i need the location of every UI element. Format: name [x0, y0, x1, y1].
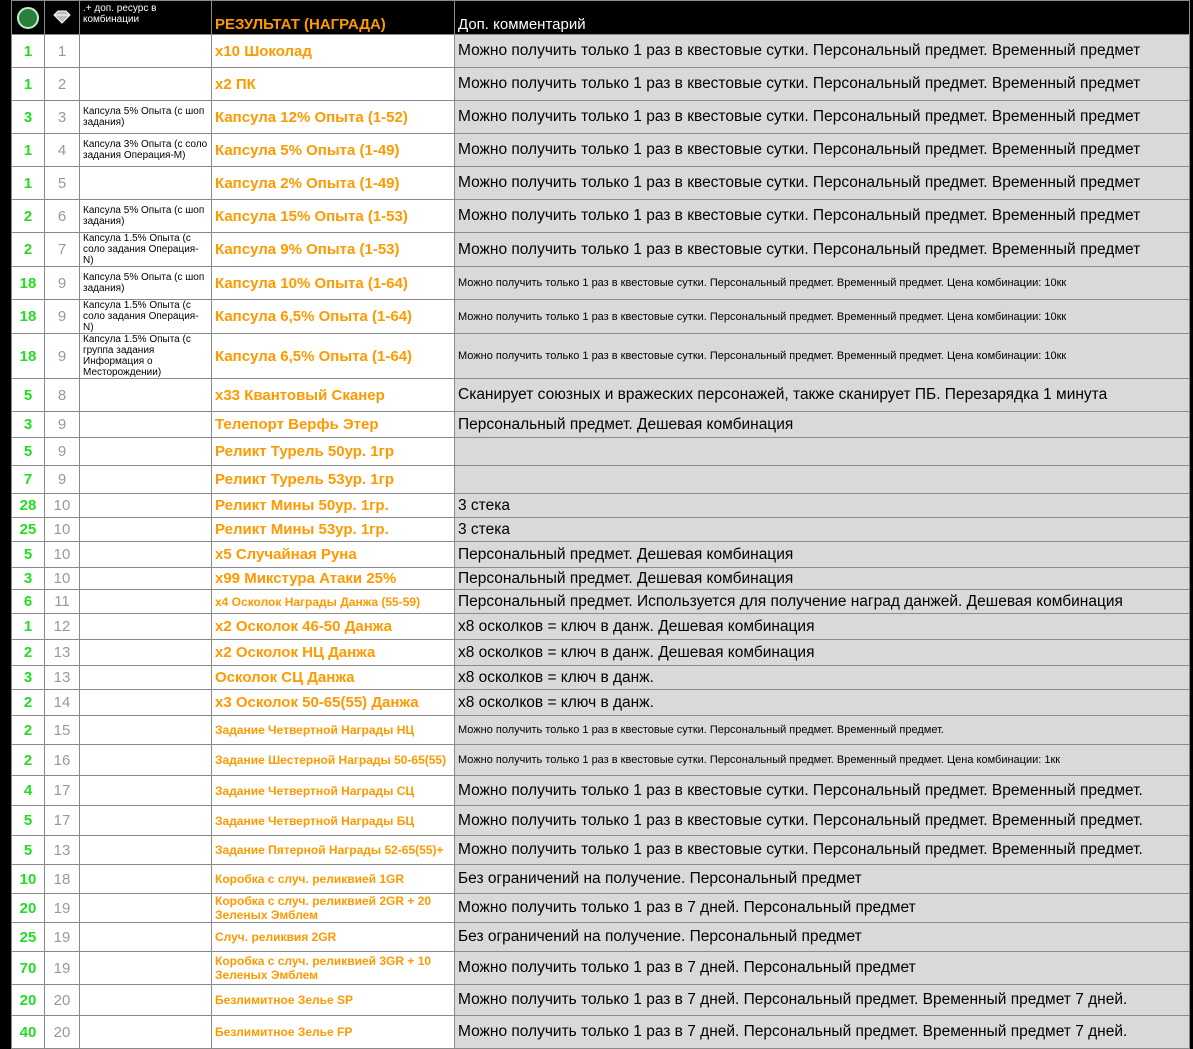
extra-resource-cell — [80, 568, 212, 590]
crystal-icon — [52, 10, 72, 24]
reward-cell: x5 Случайная Руна — [212, 542, 455, 568]
reward-cell: Реликт Турель 53ур. 1гр — [212, 466, 455, 494]
price-cell: 5 — [12, 379, 45, 412]
table-row — [12, 923, 1190, 952]
reward-cell: Реликт Турель 50ур. 1гр — [212, 438, 455, 466]
reward-cell: x2 Осколок 46-50 Данжа — [212, 614, 455, 640]
table-row — [12, 776, 1190, 806]
level-cell: 3 — [45, 101, 80, 134]
extra-resource-cell — [80, 806, 212, 836]
price-cell: 1 — [12, 614, 45, 640]
level-cell: 1 — [45, 35, 80, 68]
extra-resource-cell — [80, 1016, 212, 1049]
reward-cell: Капсула 12% Опыта (1-52) — [212, 101, 455, 134]
comment-cell: Персональный предмет. Дешевая комбинация — [455, 542, 1190, 568]
level-cell: 2 — [45, 68, 80, 101]
comment-cell: Персональный предмет. Дешевая комбинация — [455, 412, 1190, 438]
comment-cell: Можно получить только 1 раз в квестовые сутки. Персональный предмет. Временный предмет — [455, 167, 1190, 200]
level-cell: 19 — [45, 923, 80, 952]
reward-cell: Капсула 6,5% Опыта (1-64) — [212, 334, 455, 379]
comment-cell: Можно получить только 1 раз в квестовые сутки. Персональный предмет. Временный предмет. Цена комбинации: 10кк — [455, 334, 1190, 379]
price-cell: 25 — [12, 923, 45, 952]
level-cell: 9 — [45, 267, 80, 300]
level-cell: 10 — [45, 518, 80, 542]
level-cell: 19 — [45, 952, 80, 985]
extra-resource-cell — [80, 379, 212, 412]
price-cell: 2 — [12, 690, 45, 716]
table-row — [12, 640, 1190, 666]
price-cell: 1 — [12, 68, 45, 101]
price-cell: 7 — [12, 466, 45, 494]
header-row — [12, 1, 1190, 35]
reward-cell: Телепорт Верфь Этер — [212, 412, 455, 438]
price-cell: 18 — [12, 334, 45, 379]
price-cell: 18 — [12, 300, 45, 334]
level-cell: 5 — [45, 167, 80, 200]
reward-cell: Капсула 9% Опыта (1-53) — [212, 233, 455, 267]
price-cell: 1 — [12, 134, 45, 167]
reward-cell: Капсула 10% Опыта (1-64) — [212, 267, 455, 300]
extra-resource-cell — [80, 438, 212, 466]
reward-cell: Коробка с случ. реликвией 1GR — [212, 865, 455, 894]
price-cell: 70 — [12, 952, 45, 985]
price-cell: 1 — [12, 35, 45, 68]
price-cell: 3 — [12, 666, 45, 690]
price-cell: 5 — [12, 806, 45, 836]
price-cell: 28 — [12, 494, 45, 518]
table-row — [12, 200, 1190, 233]
reward-cell: Коробка с случ. реликвией 3GR + 10 Зеленых Эмблем — [212, 952, 455, 985]
price-cell: 5 — [12, 836, 45, 865]
header-extra-resource: .+ доп. ресурс в комбинации — [80, 1, 212, 35]
extra-resource-cell — [80, 666, 212, 690]
table-row — [12, 518, 1190, 542]
price-cell: 2 — [12, 640, 45, 666]
reward-cell: Безлимитное Зелье SP — [212, 985, 455, 1016]
cash-icon — [17, 7, 39, 29]
level-cell: 9 — [45, 412, 80, 438]
table-row — [12, 35, 1190, 68]
comment-cell: 3 стека — [455, 494, 1190, 518]
extra-resource-cell: Капсула 1.5% Опыта (с группа задания Информация о Месторождении) — [80, 334, 212, 379]
reward-cell: Коробка с случ. реликвией 2GR + 20 Зеленых Эмблем — [212, 894, 455, 923]
reward-cell: x99 Микстура Атаки 25% — [212, 568, 455, 590]
level-cell: 9 — [45, 334, 80, 379]
extra-resource-cell: Капсула 1.5% Опыта (с соло задания Операция-N) — [80, 300, 212, 334]
level-cell: 6 — [45, 200, 80, 233]
comment-cell: Можно получить только 1 раз в квестовые сутки. Персональный предмет. Временный предмет. — [455, 836, 1190, 865]
price-cell: 3 — [12, 412, 45, 438]
reward-cell: Капсула 15% Опыта (1-53) — [212, 200, 455, 233]
level-cell: 10 — [45, 494, 80, 518]
price-cell: 3 — [12, 568, 45, 590]
comment-cell: Можно получить только 1 раз в квестовые сутки. Персональный предмет. Временный предмет. — [455, 716, 1190, 745]
level-cell: 9 — [45, 300, 80, 334]
extra-resource-cell — [80, 494, 212, 518]
reward-cell: Безлимитное Зелье FP — [212, 1016, 455, 1049]
extra-resource-cell — [80, 68, 212, 101]
table-row — [12, 233, 1190, 267]
level-cell: 12 — [45, 614, 80, 640]
table-row — [12, 167, 1190, 200]
comment-cell: Можно получить только 1 раз в квестовые сутки. Персональный предмет. Временный предмет — [455, 233, 1190, 267]
table-row — [12, 334, 1190, 379]
table-row — [12, 614, 1190, 640]
price-cell: 25 — [12, 518, 45, 542]
reward-cell: x2 ПК — [212, 68, 455, 101]
comment-cell: Можно получить только 1 раз в квестовые сутки. Персональный предмет. Временный предмет. — [455, 806, 1190, 836]
level-cell: 4 — [45, 134, 80, 167]
level-cell: 18 — [45, 865, 80, 894]
table-row — [12, 379, 1190, 412]
price-cell: 2 — [12, 745, 45, 776]
level-cell: 8 — [45, 379, 80, 412]
reward-cell: Задание Пятерной Награды 52-65(55)+ — [212, 836, 455, 865]
reward-cell: x33 Квантовый Сканер — [212, 379, 455, 412]
extra-resource-cell — [80, 167, 212, 200]
comment-cell: x8 осколков = ключ в данж. Дешевая комбинация — [455, 614, 1190, 640]
extra-resource-cell — [80, 690, 212, 716]
table-row — [12, 494, 1190, 518]
reward-cell: Задание Четвертной Награды БЦ — [212, 806, 455, 836]
comment-cell — [455, 438, 1190, 466]
level-cell: 19 — [45, 894, 80, 923]
comment-cell: Персональный предмет. Дешевая комбинация — [455, 568, 1190, 590]
table-row — [12, 412, 1190, 438]
table-row — [12, 1016, 1190, 1049]
reward-cell: Задание Шестерной Награды 50-65(55) — [212, 745, 455, 776]
extra-resource-cell — [80, 542, 212, 568]
level-cell: 9 — [45, 466, 80, 494]
header-comment: Доп. комментарий — [455, 1, 1190, 35]
extra-resource-cell: Капсула 5% Опыта (с шоп задания) — [80, 200, 212, 233]
price-cell: 40 — [12, 1016, 45, 1049]
price-cell: 5 — [12, 542, 45, 568]
extra-resource-cell — [80, 894, 212, 923]
price-cell: 18 — [12, 267, 45, 300]
reward-cell: x3 Осколок 50-65(55) Данжа — [212, 690, 455, 716]
extra-resource-cell — [80, 590, 212, 614]
extra-resource-cell: Капсула 5% Опыта (с шоп задания) — [80, 267, 212, 300]
extra-resource-cell: Капсула 1.5% Опыта (с соло задания Операция-N) — [80, 233, 212, 267]
level-cell: 15 — [45, 716, 80, 745]
price-cell: 6 — [12, 590, 45, 614]
reward-cell: Реликт Мины 50ур. 1гр. — [212, 494, 455, 518]
extra-resource-cell: Капсула 3% Опыта (с соло задания Операция-М) — [80, 134, 212, 167]
level-cell: 16 — [45, 745, 80, 776]
level-cell: 17 — [45, 776, 80, 806]
table-row — [12, 267, 1190, 300]
table-row — [12, 542, 1190, 568]
table-row — [12, 666, 1190, 690]
header-crystal — [45, 1, 80, 35]
level-cell: 13 — [45, 640, 80, 666]
level-cell: 13 — [45, 666, 80, 690]
rewards-table — [11, 0, 1190, 1049]
level-cell: 20 — [45, 985, 80, 1016]
header-cash — [12, 1, 45, 35]
extra-resource-cell — [80, 952, 212, 985]
table-row — [12, 466, 1190, 494]
table-row — [12, 985, 1190, 1016]
reward-cell: x10 Шоколад — [212, 35, 455, 68]
price-cell: 10 — [12, 865, 45, 894]
table-row — [12, 690, 1190, 716]
table-row — [12, 101, 1190, 134]
reward-cell: Капсула 5% Опыта (1-49) — [212, 134, 455, 167]
table-row — [12, 68, 1190, 101]
table-row — [12, 716, 1190, 745]
comment-cell: 3 стека — [455, 518, 1190, 542]
extra-resource-cell — [80, 716, 212, 745]
extra-resource-cell — [80, 985, 212, 1016]
comment-cell: Можно получить только 1 раз в квестовые сутки. Персональный предмет. Временный предмет. Цена комбинации: 10кк — [455, 300, 1190, 334]
price-cell: 20 — [12, 985, 45, 1016]
extra-resource-cell — [80, 466, 212, 494]
level-cell: 14 — [45, 690, 80, 716]
table-row — [12, 806, 1190, 836]
comment-cell: Сканирует союзных и вражеских персонажей, также сканирует ПБ. Перезарядка 1 минута — [455, 379, 1190, 412]
comment-cell: Можно получить только 1 раз в 7 дней. Персональный предмет — [455, 952, 1190, 985]
reward-cell: Капсула 2% Опыта (1-49) — [212, 167, 455, 200]
table-row — [12, 952, 1190, 985]
table-row — [12, 836, 1190, 865]
comment-cell: Персональный предмет. Используется для получение наград данжей. Дешевая комбинация — [455, 590, 1190, 614]
extra-resource-cell — [80, 614, 212, 640]
price-cell: 1 — [12, 167, 45, 200]
extra-resource-cell — [80, 865, 212, 894]
price-cell: 3 — [12, 101, 45, 134]
comment-cell — [455, 466, 1190, 494]
table-row — [12, 590, 1190, 614]
comment-cell: Можно получить только 1 раз в 7 дней. Персональный предмет. Временный предмет 7 дней. — [455, 1016, 1190, 1049]
level-cell: 11 — [45, 590, 80, 614]
level-cell: 9 — [45, 438, 80, 466]
reward-cell: Задание Четвертной Награды СЦ — [212, 776, 455, 806]
price-cell: 20 — [12, 894, 45, 923]
table-row — [12, 438, 1190, 466]
extra-resource-cell — [80, 518, 212, 542]
reward-cell: x2 Осколок НЦ Данжа — [212, 640, 455, 666]
comment-cell: Можно получить только 1 раз в квестовые сутки. Персональный предмет. Временный предмет — [455, 101, 1190, 134]
reward-cell: Случ. реликвия 2GR — [212, 923, 455, 952]
table-row — [12, 568, 1190, 590]
reward-cell: Капсула 6,5% Опыта (1-64) — [212, 300, 455, 334]
level-cell: 10 — [45, 542, 80, 568]
reward-cell: Задание Четвертной Награды НЦ — [212, 716, 455, 745]
comment-cell: x8 осколков = ключ в данж. — [455, 690, 1190, 716]
comment-cell: Можно получить только 1 раз в квестовые сутки. Персональный предмет. Временный предмет — [455, 68, 1190, 101]
comment-cell: Можно получить только 1 раз в квестовые сутки. Персональный предмет. Временный предмет — [455, 200, 1190, 233]
level-cell: 20 — [45, 1016, 80, 1049]
level-cell: 17 — [45, 806, 80, 836]
comment-cell: Без ограничений на получение. Персональный предмет — [455, 865, 1190, 894]
table-row — [12, 865, 1190, 894]
reward-cell: Реликт Мины 53ур. 1гр. — [212, 518, 455, 542]
extra-resource-cell — [80, 745, 212, 776]
comment-cell: Можно получить только 1 раз в 7 дней. Персональный предмет. Временный предмет 7 дней. — [455, 985, 1190, 1016]
price-cell: 5 — [12, 438, 45, 466]
extra-resource-cell — [80, 412, 212, 438]
comment-cell: Можно получить только 1 раз в квестовые сутки. Персональный предмет. Временный предмет. Цена комбинации: 1кк — [455, 745, 1190, 776]
price-cell: 2 — [12, 233, 45, 267]
price-cell: 4 — [12, 776, 45, 806]
reward-cell: x4 Осколок Награды Данжа (55-59) — [212, 590, 455, 614]
reward-cell: Осколок СЦ Данжа — [212, 666, 455, 690]
table-row — [12, 745, 1190, 776]
comment-cell: Можно получить только 1 раз в квестовые сутки. Персональный предмет. Временный предмет — [455, 35, 1190, 68]
extra-resource-cell — [80, 640, 212, 666]
comment-cell: x8 осколков = ключ в данж. — [455, 666, 1190, 690]
comment-cell: Можно получить только 1 раз в квестовые сутки. Персональный предмет. Временный предмет — [455, 134, 1190, 167]
extra-resource-cell — [80, 923, 212, 952]
comment-cell: Можно получить только 1 раз в квестовые сутки. Персональный предмет. Временный предмет. Цена комбинации: 10кк — [455, 267, 1190, 300]
table-row — [12, 300, 1190, 334]
level-cell: 13 — [45, 836, 80, 865]
table-row — [12, 134, 1190, 167]
level-cell: 10 — [45, 568, 80, 590]
extra-resource-cell — [80, 776, 212, 806]
comment-cell: Можно получить только 1 раз в 7 дней. Персональный предмет — [455, 894, 1190, 923]
level-cell: 7 — [45, 233, 80, 267]
extra-resource-cell — [80, 836, 212, 865]
price-cell: 2 — [12, 200, 45, 233]
table-row — [12, 894, 1190, 923]
extra-resource-cell: Капсула 5% Опыта (с шоп задания) — [80, 101, 212, 134]
comment-cell: Без ограничений на получение. Персональный предмет — [455, 923, 1190, 952]
extra-resource-cell — [80, 35, 212, 68]
comment-cell: x8 осколков = ключ в данж. Дешевая комбинация — [455, 640, 1190, 666]
header-reward: РЕЗУЛЬТАТ (НАГРАДА) — [212, 1, 455, 35]
comment-cell: Можно получить только 1 раз в квестовые сутки. Персональный предмет. Временный предмет. — [455, 776, 1190, 806]
price-cell: 2 — [12, 716, 45, 745]
